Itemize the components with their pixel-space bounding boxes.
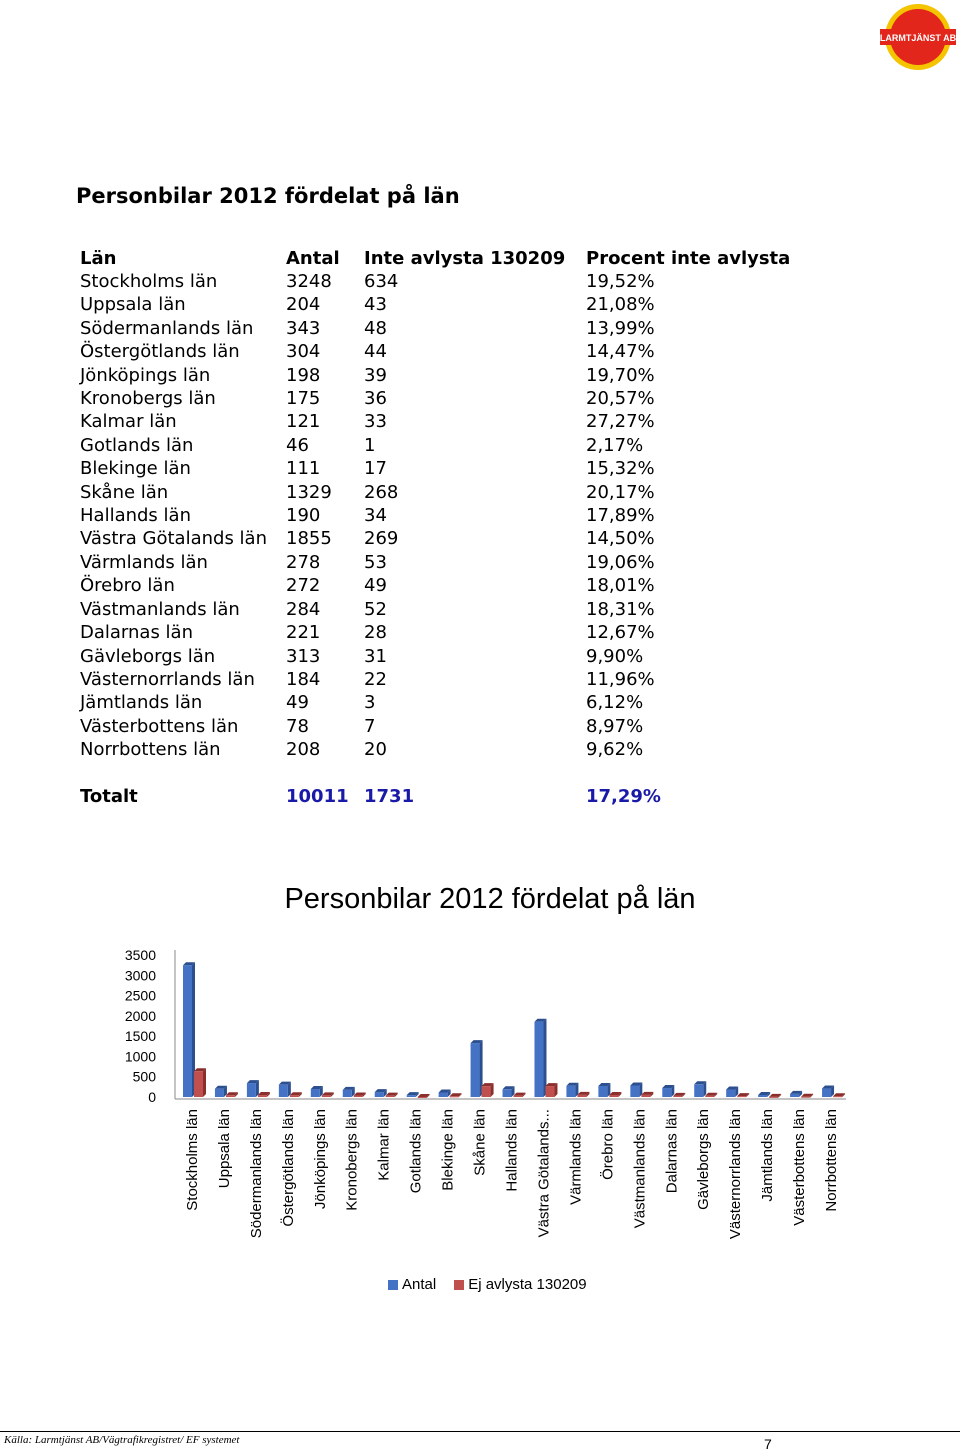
cell-lan: Västmanlands län (80, 598, 240, 620)
cell-procent: 14,50% (586, 528, 655, 550)
cell-antal: 313 (286, 645, 321, 667)
cell-inte-avlysta: 20 (364, 739, 387, 761)
chart-title: Personbilar 2012 fördelat på län (284, 883, 696, 915)
cell-inte-avlysta: 3 (364, 692, 376, 714)
table-row (78, 621, 792, 644)
bar-antal (758, 1095, 767, 1097)
header-procent: Procent inte avlysta (586, 247, 791, 269)
cell-lan: Gävleborgs län (80, 645, 216, 667)
cell-antal: 184 (286, 668, 321, 690)
table-row (78, 504, 792, 527)
bar-antal (343, 1090, 352, 1097)
cell-antal: 78 (286, 715, 309, 737)
cell-procent: 6,12% (586, 692, 644, 714)
x-tick-label: Västra Götalands... (535, 1109, 553, 1238)
x-tick-label: Gävleborgs län (695, 1109, 713, 1210)
x-tick-label: Örebro län (599, 1109, 617, 1180)
table-row (78, 293, 792, 316)
bar-antal (662, 1088, 671, 1097)
total-procent: 17,29% (586, 785, 661, 807)
cell-antal: 272 (286, 575, 321, 597)
bar-antal (247, 1083, 256, 1097)
cell-lan: Skåne län (80, 481, 169, 503)
cell-antal: 175 (286, 388, 321, 410)
cell-inte-avlysta: 31 (364, 645, 387, 667)
cell-antal: 304 (286, 341, 321, 363)
cell-antal: 343 (286, 317, 321, 339)
bar-antal (598, 1086, 607, 1097)
table-row (78, 574, 792, 597)
chart-legend (388, 1276, 605, 1293)
bar-ej-avlysta (833, 1096, 842, 1097)
table-total-row (78, 785, 792, 808)
cell-antal: 46 (286, 434, 309, 456)
cell-lan: Jämtlands län (80, 692, 203, 714)
cell-inte-avlysta: 53 (364, 551, 387, 573)
cell-antal: 284 (286, 598, 321, 620)
cell-antal: 49 (286, 692, 309, 714)
bar-ej-avlysta (577, 1095, 586, 1097)
cell-inte-avlysta: 28 (364, 622, 387, 644)
cell-lan: Dalarnas län (80, 622, 193, 644)
cell-inte-avlysta: 52 (364, 598, 387, 620)
cell-inte-avlysta: 36 (364, 388, 387, 410)
bar-ej-avlysta (737, 1096, 746, 1097)
cell-procent: 27,27% (586, 411, 655, 433)
cell-procent: 9,62% (586, 739, 644, 761)
x-tick-label: Blekinge län (439, 1109, 457, 1191)
table-row (78, 738, 792, 761)
cell-inte-avlysta: 39 (364, 364, 387, 386)
legend-swatch-antal (388, 1280, 398, 1290)
bar-ej-avlysta (226, 1095, 235, 1097)
bar-antal (503, 1089, 512, 1097)
cell-lan: Hallands län (80, 505, 191, 527)
cell-lan: Östergötlands län (80, 341, 240, 363)
page-number: 7 (764, 1436, 772, 1452)
larmtjanst-logo (878, 2, 958, 72)
x-tick-label: Skåne län (471, 1109, 489, 1176)
x-tick-label: Dalarnas län (663, 1109, 681, 1194)
cell-procent: 14,47% (586, 341, 655, 363)
bar-antal (183, 965, 192, 1097)
table-row (78, 364, 792, 387)
x-tick-label: Kronobergs län (343, 1109, 361, 1211)
y-tick-label: 2000 (124, 1007, 156, 1024)
total-inte-avlysta: 1731 (364, 785, 415, 807)
x-tick-label: Västernorrlands län (727, 1109, 745, 1240)
x-tick-label: Hallands län (503, 1109, 521, 1192)
cell-antal: 278 (286, 551, 321, 573)
table-row (78, 551, 792, 574)
cell-antal: 208 (286, 739, 321, 761)
bar-ej-avlysta (322, 1095, 331, 1097)
cell-inte-avlysta: 268 (364, 481, 399, 503)
cell-lan: Jönköpings län (80, 364, 211, 386)
source-note: Källa: Larmtjänst AB/Vägtrafikregistret/ EF systemet (4, 1434, 240, 1446)
total-antal: 10011 (286, 785, 349, 807)
x-tick-label: Värmlands län (567, 1109, 585, 1205)
bar-antal (279, 1085, 288, 1097)
bar-antal (566, 1086, 575, 1097)
cell-procent: 20,17% (586, 481, 655, 503)
header-inte-avlysta: Inte avlysta 130209 (364, 247, 566, 269)
table-row (78, 691, 792, 714)
table-row (78, 481, 792, 504)
table-spacer (78, 762, 792, 785)
bar-antal (790, 1094, 799, 1097)
x-tick-label: Södermanlands län (247, 1109, 265, 1239)
footer-divider (0, 1431, 960, 1432)
bar-side (543, 1019, 546, 1097)
cell-procent: 21,08% (586, 294, 655, 316)
table-row (78, 387, 792, 410)
cell-procent: 17,89% (586, 505, 655, 527)
table-header-row (78, 246, 792, 270)
legend-item-ej-avlysta (454, 1276, 586, 1293)
cell-lan: Värmlands län (80, 551, 208, 573)
bar-antal (407, 1095, 416, 1097)
cell-inte-avlysta: 1 (364, 434, 376, 456)
cell-procent: 13,99% (586, 317, 655, 339)
header-antal: Antal (286, 247, 340, 269)
cell-inte-avlysta: 22 (364, 668, 387, 690)
cell-procent: 19,52% (586, 271, 655, 292)
cell-inte-avlysta: 17 (364, 458, 387, 480)
cell-procent: 2,17% (586, 434, 644, 456)
bar-antal (630, 1085, 639, 1097)
cell-antal: 121 (286, 411, 321, 433)
logo-text: LARMTJÄNST AB (879, 33, 957, 43)
cell-inte-avlysta: 34 (364, 505, 387, 527)
cell-lan: Södermanlands län (80, 317, 254, 339)
cell-procent: 8,97% (586, 715, 644, 737)
bar-ej-avlysta (545, 1086, 554, 1097)
cell-procent: 18,31% (586, 598, 655, 620)
table-row (78, 668, 792, 691)
cell-lan: Örebro län (80, 575, 175, 597)
y-tick-label: 2500 (124, 987, 156, 1004)
bar-antal (375, 1092, 384, 1097)
cell-procent: 11,96% (586, 668, 655, 690)
cell-lan: Västernorrlands län (80, 668, 255, 690)
table-row (78, 645, 792, 668)
bar-ej-avlysta (705, 1096, 714, 1097)
y-tick-label: 500 (132, 1068, 156, 1085)
county-table (78, 246, 792, 808)
x-tick-label: Jämtlands län (759, 1109, 777, 1202)
cell-procent: 19,70% (586, 364, 655, 386)
cell-inte-avlysta: 33 (364, 411, 387, 433)
bar-ej-avlysta (194, 1071, 203, 1097)
bar-ej-avlysta (258, 1095, 267, 1097)
bar-antal (471, 1043, 480, 1097)
cell-lan: Kalmar län (80, 411, 177, 433)
cell-lan: Uppsala län (80, 294, 186, 316)
cell-procent: 18,01% (586, 575, 655, 597)
bar-antal (534, 1022, 543, 1097)
bar-antal (822, 1089, 831, 1097)
table-row (78, 527, 792, 550)
y-tick-label: 1000 (124, 1048, 156, 1065)
y-tick-label: 3500 (124, 947, 156, 963)
legend-item-antal (388, 1276, 436, 1293)
bar-ej-avlysta (290, 1095, 299, 1097)
bar-ej-avlysta (769, 1097, 778, 1098)
table-row (78, 434, 792, 457)
cell-inte-avlysta: 48 (364, 317, 387, 339)
bar-ej-avlysta (482, 1086, 491, 1097)
y-tick-label: 1500 (124, 1028, 156, 1045)
bar-ej-avlysta (418, 1097, 427, 1098)
cell-antal: 204 (286, 294, 321, 316)
total-label: Totalt (80, 785, 138, 807)
x-tick-label: Jönköpings län (311, 1109, 329, 1210)
bar-chart (0, 930, 960, 1270)
cell-inte-avlysta: 269 (364, 528, 399, 550)
cell-lan: Norrbottens län (80, 739, 221, 761)
header-lan: Län (80, 247, 117, 269)
table-row (78, 715, 792, 738)
cell-lan: Västra Götalands län (80, 528, 267, 550)
cell-inte-avlysta: 7 (364, 715, 376, 737)
bar-ej-avlysta (673, 1096, 682, 1097)
x-tick-label: Östergötlands län (279, 1109, 297, 1227)
y-tick-label: 3000 (124, 967, 156, 984)
x-tick-label: Uppsala län (215, 1109, 233, 1189)
bar-ej-avlysta (514, 1096, 523, 1097)
x-tick-label: Västerbottens län (791, 1109, 809, 1226)
bar-antal (439, 1092, 448, 1097)
cell-procent: 19,06% (586, 551, 655, 573)
table-row (78, 270, 792, 293)
table-row (78, 598, 792, 621)
bar-side (203, 1068, 206, 1097)
bar-ej-avlysta (641, 1095, 650, 1097)
cell-lan: Stockholms län (80, 271, 218, 292)
cell-lan: Kronobergs län (80, 388, 216, 410)
x-tick-label: Kalmar län (375, 1109, 393, 1181)
x-tick-label: Gotlands län (407, 1109, 425, 1194)
cell-inte-avlysta: 43 (364, 294, 387, 316)
page-title: Personbilar 2012 fördelat på län (76, 184, 460, 208)
cell-inte-avlysta: 49 (364, 575, 387, 597)
bar-ej-avlysta (386, 1096, 395, 1097)
cell-antal: 1855 (286, 528, 332, 550)
legend-label-antal: Antal (402, 1276, 437, 1293)
table-row (78, 410, 792, 433)
table-row (78, 317, 792, 340)
cell-procent: 20,57% (586, 388, 655, 410)
cell-inte-avlysta: 634 (364, 271, 399, 292)
cell-antal: 1329 (286, 481, 332, 503)
cell-inte-avlysta: 44 (364, 341, 387, 363)
table-row (78, 340, 792, 363)
cell-procent: 15,32% (586, 458, 655, 480)
bar-antal (726, 1090, 735, 1097)
bar-antal (311, 1089, 320, 1097)
legend-swatch-ej-avlysta (454, 1280, 464, 1290)
cell-antal: 111 (286, 458, 321, 480)
y-tick-label: 0 (148, 1089, 156, 1105)
cell-procent: 9,90% (586, 645, 644, 667)
bar-ej-avlysta (609, 1095, 618, 1097)
bar-ej-avlysta (450, 1096, 459, 1097)
bar-ej-avlysta (354, 1096, 363, 1097)
x-tick-label: Västmanlands län (631, 1109, 649, 1229)
legend-label-ej-avlysta: Ej avlysta 130209 (468, 1276, 587, 1293)
cell-lan: Gotlands län (80, 434, 194, 456)
bar-ej-avlysta (801, 1097, 810, 1098)
bar-antal (694, 1084, 703, 1097)
cell-antal: 221 (286, 622, 321, 644)
bar-antal (215, 1089, 224, 1097)
cell-lan: Blekinge län (80, 458, 191, 480)
cell-antal: 190 (286, 505, 321, 527)
x-tick-label: Stockholms län (183, 1109, 201, 1211)
cell-lan: Västerbottens län (80, 715, 239, 737)
cell-antal: 198 (286, 364, 321, 386)
cell-procent: 12,67% (586, 622, 655, 644)
x-tick-label: Norrbottens län (823, 1109, 841, 1212)
table-row (78, 457, 792, 480)
cell-antal: 3248 (286, 271, 332, 292)
